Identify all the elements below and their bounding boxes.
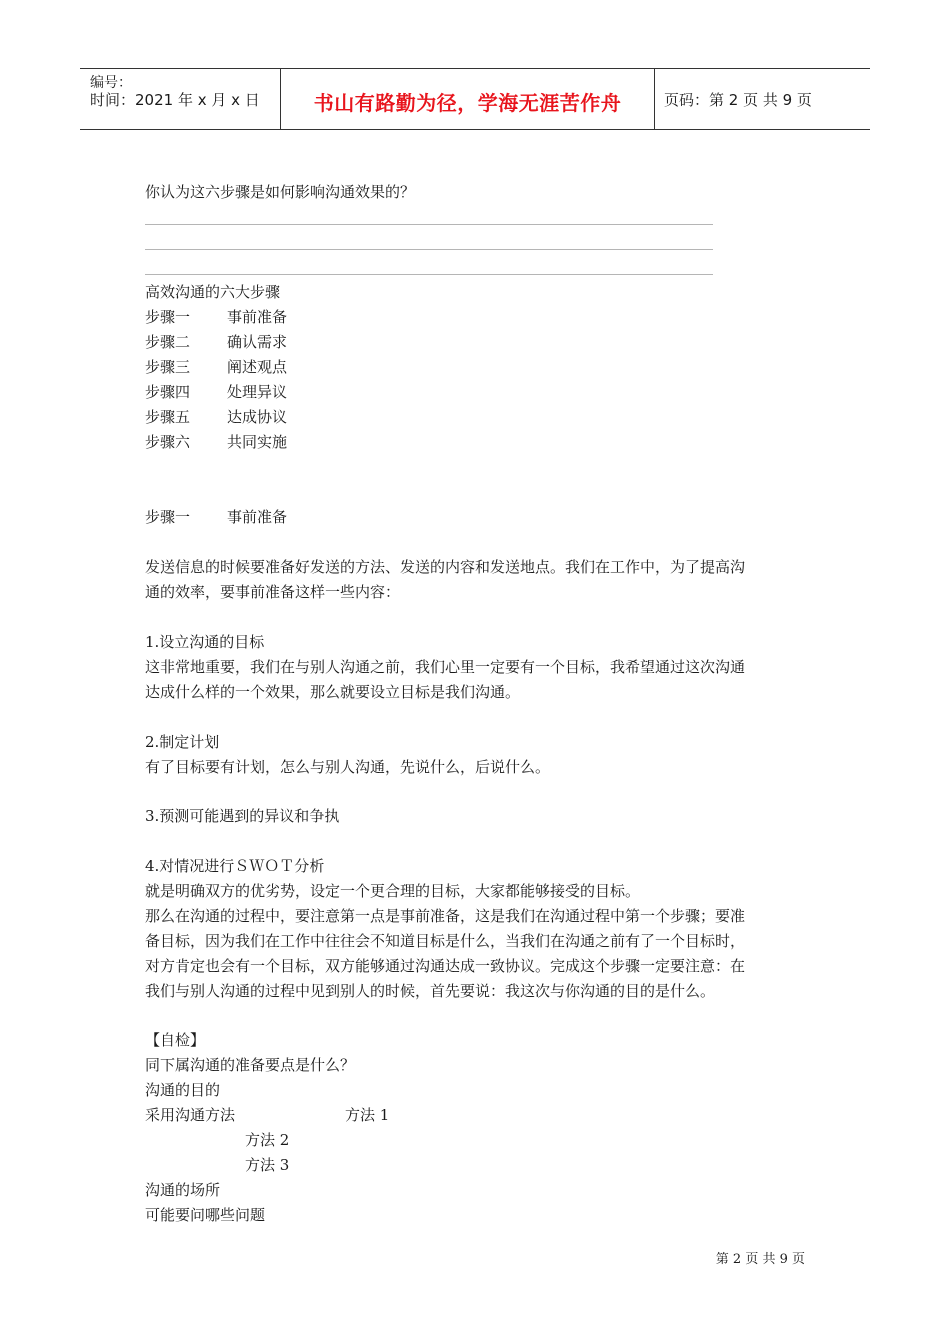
step-name: 处理异议 (227, 383, 288, 401)
section-label: 步骤一 (145, 508, 191, 526)
item2-title: 2.制定计划 (145, 733, 220, 751)
selfcheck-title: 【自检】 (145, 1031, 206, 1049)
answer-line (145, 224, 713, 225)
step-row (145, 432, 287, 452)
step-label: 步骤四 (145, 383, 191, 401)
header-time-label: 时间：2021 年 x 月 x 日 (90, 91, 260, 109)
item4-line: 对方肯定也会有一个目标，双方能够通过沟通达成一致协议。完成这个步骤一定要注意：在 (145, 957, 746, 975)
step-row (145, 382, 287, 402)
header-motto-cell (280, 69, 655, 129)
section-name: 事前准备 (227, 508, 288, 526)
selfcheck-issues: 可能要问哪些问题 (145, 1206, 266, 1224)
item4-line: 我们与别人沟通的过程中见到别人的时候，首先要说：我这次与你沟通的目的是什么。 (145, 982, 716, 1000)
selfcheck-goal: 沟通的目的 (145, 1081, 221, 1099)
step-label: 步骤三 (145, 358, 191, 376)
item1-line: 这非常地重要，我们在与别人沟通之前，我们心里一定要有一个目标，我希望通过这次沟通 (145, 658, 746, 676)
item2-text: 有了目标要有计划，怎么与别人沟通，先说什么，后说什么。 (145, 758, 551, 776)
step-name: 确认需求 (227, 333, 288, 351)
item4-line: 备目标，因为我们在工作中往往会不知道目标是什么，当我们在沟通之前有了一个目标时， (145, 932, 746, 950)
item3-title: 3.预测可能遇到的异议和争执 (145, 807, 340, 825)
item4-line: 就是明确双方的优劣势，设定一个更合理的目标，大家都能够接受的目标。 (145, 882, 641, 900)
header-page-cell (654, 69, 870, 129)
step-row (145, 332, 287, 352)
step-name: 共同实施 (227, 433, 288, 451)
question-text: 你认为这六步骤是如何影响沟通效果的？ (145, 183, 416, 201)
item1-line: 达成什么样的一个效果，那么就要设立目标是我们沟通。 (145, 683, 521, 701)
header-motto: 书山有路勤为径，学海无涯苦作舟 (313, 91, 622, 115)
page-footer: 第 2 页 共 9 页 (715, 1252, 805, 1267)
selfcheck-question: 同下属沟通的准备要点是什么？ (145, 1056, 356, 1074)
selfcheck-method-label: 采用沟通方法 (145, 1106, 236, 1124)
header-page-label: 页码：第 2 页 共 9 页 (664, 91, 812, 109)
step-name: 事前准备 (227, 308, 288, 326)
page-header (80, 68, 870, 130)
selfcheck-place: 沟通的场所 (145, 1181, 221, 1199)
section-heading (145, 507, 287, 527)
answer-line (145, 249, 713, 250)
step-label: 步骤五 (145, 408, 191, 426)
selfcheck-method-3: 方法 3 (245, 1156, 290, 1174)
intro-line: 发送信息的时候要准备好发送的方法、发送的内容和发送地点。我们在工作中，为了提高沟 (145, 558, 746, 576)
item4-title: 4.对情况进行ＳＷＯＴ分析 (145, 857, 325, 875)
intro-line: 通的效率，要事前准备这样一些内容： (145, 583, 401, 601)
selfcheck-method-1: 方法 1 (345, 1106, 390, 1124)
header-code-label: 编号： (90, 75, 132, 91)
step-label: 步骤六 (145, 433, 191, 451)
step-row (145, 407, 287, 427)
step-label: 步骤二 (145, 333, 191, 351)
steps-title: 高效沟通的六大步骤 (145, 283, 281, 301)
selfcheck-method-2: 方法 2 (245, 1131, 290, 1149)
answer-line (145, 274, 713, 275)
step-row (145, 307, 287, 327)
item1-title: 1.设立沟通的目标 (145, 633, 265, 651)
step-label: 步骤一 (145, 308, 191, 326)
step-row (145, 357, 287, 377)
item4-line: 那么在沟通的过程中，要注意第一点是事前准备，这是我们在沟通过程中第一个步骤；要准 (145, 907, 746, 925)
step-name: 达成协议 (227, 408, 288, 426)
header-meta-cell (80, 69, 280, 129)
step-name: 阐述观点 (227, 358, 288, 376)
